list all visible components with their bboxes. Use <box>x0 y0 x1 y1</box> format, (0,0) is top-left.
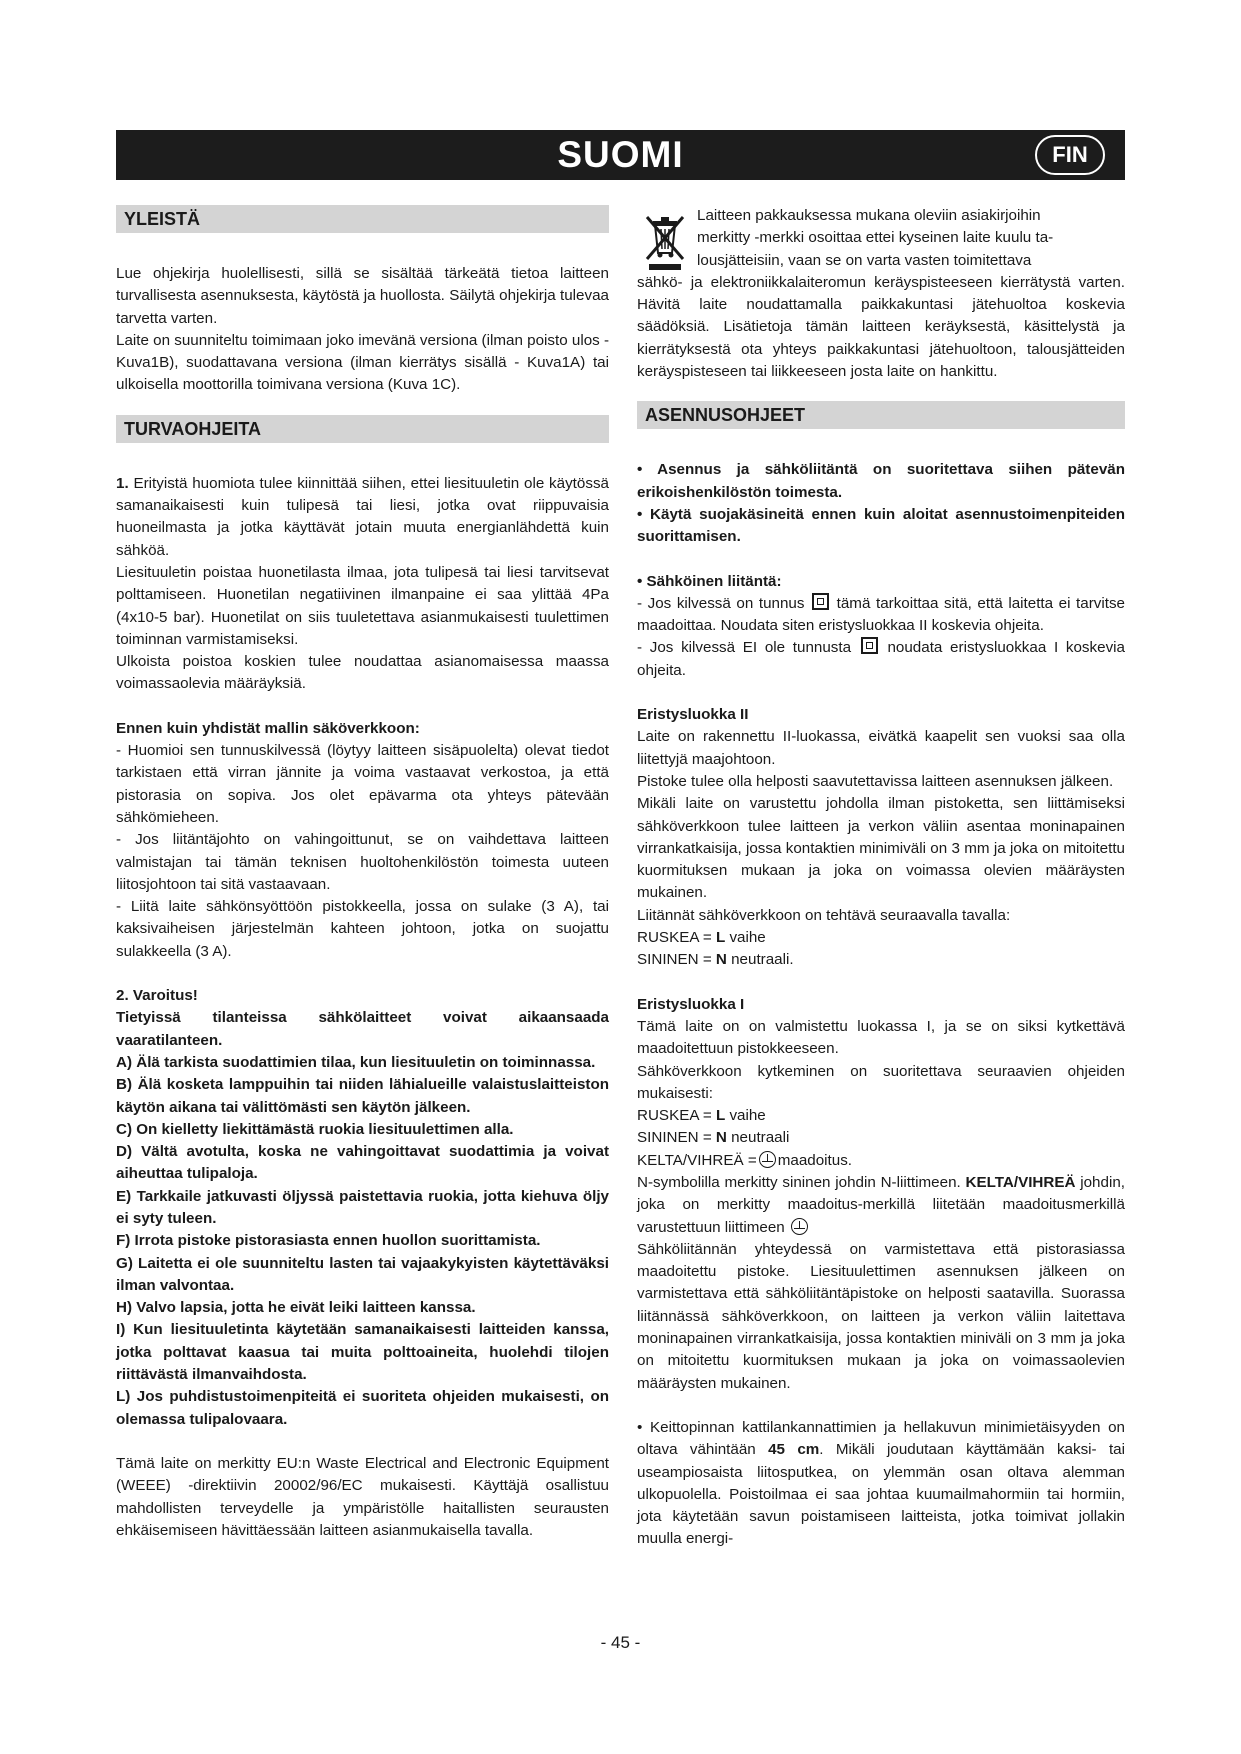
wire-desc: maadoitus. <box>777 1151 853 1169</box>
safety-paragraph <box>116 473 609 562</box>
wire-code: L <box>715 929 726 947</box>
wire-label: RUSKEA = <box>637 1107 716 1125</box>
double-insulation-icon <box>861 637 878 654</box>
electric-text: - Jos kilvessä on tunnus <box>637 594 805 612</box>
n-symbol-bold: KELTA/VIHREÄ <box>965 1173 1076 1191</box>
warning-item: E) Tarkkaile jatkuvasti öljyssä paistettavia ruokia, jotta kiehuva öljy ei syty tuleen. <box>116 1187 609 1227</box>
weee-block <box>637 205 1125 272</box>
safety-paragraph: Ulkoista poistoa koskien tulee noudattaa asianomaisessa maassa voimassaolevia määräyksiä. <box>116 653 609 693</box>
weee-line: lousjätteisiin, vaan se on varta vasten toimitettava <box>697 251 1032 269</box>
left-column <box>116 205 609 1542</box>
before-connect-title: Ennen kuin yhdistät mallin säköverkkoon: <box>116 719 420 737</box>
warning-item: F) Irrota pistoke pistorasiasta ennen huollon suorittamista. <box>116 1232 541 1250</box>
heading-installation: ASENNUSOHJEET <box>637 401 1125 429</box>
class-i-more: Sähköliitännän yhteydessä on varmistettava että pistorasiassa maadoitettu pistoke. Liesituulettimen asennuksen jälkeen on varmistettava että sähköliitäntäpistoke on helposti saatavilla. Suorassa liitännässä sähköverkkoon, on laitteen ja verkon väliin laitettava moninapainen virrankatkaisija, jossa kontaktien miniväli on 3 mm ja joka on mitoitettu kuormituksen mukaan ja joka on voimassaolevien määräysten mukainen. <box>637 1240 1125 1392</box>
earth-ground-icon <box>759 1151 776 1168</box>
electric-text: noudata eristysluokkaa I koskevia ohjeita. <box>637 639 1125 679</box>
earth-ground-icon <box>791 1218 808 1235</box>
install-bullet: • Asennus ja sähköliitäntä on suoritettava siihen pätevän erikoishenkilöstön toimesta. <box>637 461 1125 501</box>
class-i-title: Eristysluokka I <box>637 995 745 1013</box>
min-distance-paragraph <box>637 1417 1125 1551</box>
class-i-paragraph: Sähköverkkoon kytkeminen on suoritettava seuraavien ohjeiden mukaisesti: <box>637 1062 1125 1102</box>
before-connect-item: - Jos liitäntäjohto on vahingoittunut, se on vaihdettava laitteen valmistajan tai tämän teknisen huoltohenkilöstön toimesta uuteen liitosjohtoon tai sitä vastaavaan. <box>116 831 609 893</box>
wire-brown <box>637 1105 1125 1127</box>
n-symbol-text: N-symbolilla merkitty sininen johdin N-liittimeen. <box>637 1173 966 1191</box>
wire-label: SININEN = <box>637 951 716 969</box>
warning-item: A) Älä tarkista suodattimien tilaa, kun liesituuletin on toiminnassa. <box>116 1053 596 1071</box>
warning-item: G) Laitetta ei ole suunniteltu lasten tai vajaakykyisten käytettäväksi ilman valvontaa. <box>116 1254 609 1294</box>
wire-label: KELTA/VIHREÄ = <box>637 1151 757 1169</box>
class-ii-paragraph: Pistoke tulee olla helposti saavutettavissa laitteen asennuksen jälkeen. <box>637 772 1114 790</box>
warning-item: H) Valvo lapsia, jotta he eivät leiki laitteen kanssa. <box>116 1299 476 1317</box>
class-ii-paragraph: Mikäli laite on varustettu johdolla ilman pistoketta, sen liittämiseksi sähköverkkoon tulee laitteen ja verkon väliin asentaa moninapainen virrankatkaisija, jossa kontaktien minimiväli on 3 mm ja joka on mitoitettu kuormituksen mukaan ja joka on voimassa olevien määräysten mukainen. <box>637 795 1125 902</box>
distance-value: 45 cm <box>768 1441 820 1459</box>
banner-title: SUOMI <box>557 134 684 175</box>
n-symbol-paragraph <box>637 1172 1125 1239</box>
warning-item: D) Vältä avotulta, koska ne vahingoittavat suodattimia ja voivat aiheuttaa tulipaloja. <box>116 1143 609 1183</box>
distance-text: . Mikäli joudutaan käyttämään kaksi- tai useampiosaista liitosputkea, on ylemmän osan oltava alemman ulkopuolella. Poistoilmaa ei saa johtaa kuumailmahormiin tai hormiin, jota käytetään savun poistamiseen laitteista, jotka toimivat jollakin muulla energi- <box>637 1441 1125 1548</box>
electric-text: tämä tarkoittaa sitä, että laitetta ei tarvitse maadoittaa. Noudata siten eristysluokkaa II koskevia ohjeita. <box>637 594 1125 635</box>
warning-item: L) Jos puhdistustoimenpiteitä ei suoriteta ohjeiden mukaisesti, on olemassa tulipalovaara. <box>116 1388 609 1428</box>
wire-code: L <box>715 1107 726 1125</box>
wire-label: SININEN = <box>637 1129 716 1147</box>
safety-text: Erityistä huomiota tulee kiinnittää siihen, ettei liesituuletin ole käytössä samanaikaisesti kuin tulipesä tai liesi, jotka ovat riippuvaisia huoneilmasta ja jotka käyttävät jotain muuta energianlähdettä kuin sähköä. <box>116 474 609 559</box>
wire-blue <box>637 949 1125 971</box>
wire-yellow-green <box>637 1150 1125 1172</box>
electric-item <box>637 637 1125 682</box>
warning-item: Tietyissä tilanteissa sähkölaitteet voivat aikaansaada vaaratilanteen. <box>116 1009 609 1049</box>
intro-paragraph: Lue ohjekirja huolellisesti, sillä se sisältää tärkeätä tietoa laitteen turvallisesta asennuksesta, käytöstä ja huollosta. Säilytä ohjekirja tulevaa tarvetta varten. <box>116 265 609 327</box>
weee-paragraph: Tämä laite on merkitty EU:n Waste Electrical and Electronic Equipment (WEEE) -direktiivin 20002/96/EC mukaisesti. Käyttäjä osallistuu mahdollisten terveydelle ja ympäristölle haitallisten seurausten ehkäisemiseen hävittäessään laitteen asianmukaisella tavalla. <box>116 1454 609 1539</box>
double-insulation-icon <box>812 593 829 610</box>
language-banner <box>116 130 1125 180</box>
wire-code: N <box>715 951 727 969</box>
language-badge: FIN <box>1035 135 1105 175</box>
warning-item: B) Älä kosketa lamppuihin tai niiden lähialueille valaistuslaitteiston käytön aikana tai välittömästi sen käytön jälkeen. <box>116 1076 609 1116</box>
wire-label: RUSKEA = <box>637 929 716 947</box>
wire-desc: neutraali <box>726 1129 790 1147</box>
right-column <box>637 205 1125 1551</box>
wire-blue <box>637 1127 1125 1149</box>
electric-title: • Sähköinen liitäntä: <box>637 572 782 590</box>
before-connect-item: - Liitä laite sähkönsyöttöön pistokkeella, jossa on sulake (3 A), tai kaksivaiheisen järjestelmän kahteen johtoon, jotka on suojattu sulakkeella (3 A). <box>116 898 609 960</box>
weee-line: merkitty -merkki osoittaa ettei kyseinen laite kuulu ta- <box>697 229 1054 247</box>
wire-desc: vaihe <box>725 929 766 947</box>
wire-desc: neutraali. <box>726 951 794 969</box>
class-ii-title: Eristysluokka II <box>637 706 749 724</box>
warning-item: C) On kielletty liekittämästä ruokia liesituulettimen alla. <box>116 1120 514 1138</box>
distance-text: • Keittopinnan kattilankannattimien ja hellakuvun minimietäisyyden on oltava vähintään <box>637 1418 1125 1459</box>
wire-brown <box>637 927 1125 949</box>
safety-paragraph: Liesituuletin poistaa huonetilasta ilmaa, jota tulipesä tai liesi tarvitsevat polttamiseen. Huonetilan negatiivinen ilmanpaine ei saa ylittää 4Pa (4x10-5 bar). Huonetilat on siis tuuletettava asianmukaisesti tuulettimen toiminnan varmistamiseksi. <box>116 563 609 648</box>
n-symbol-text: johdin, joka on merkitty maadoitus-merkillä liitetään maadoitusmerkillä varustettuun liittimeen <box>637 1173 1125 1236</box>
heading-safety: TURVAOHJEITA <box>116 415 609 443</box>
warning-item: 2. Varoitus! <box>116 987 198 1005</box>
weee-line: Laitteen pakkauksessa mukana oleviin asiakirjoihin <box>697 207 1041 224</box>
install-bullet: • Käytä suojakäsineitä ennen kuin aloitat asennustoimenpiteiden suorittamisen. <box>637 505 1125 546</box>
electric-text: - Jos kilvessä EI ole tunnusta <box>637 639 852 657</box>
weee-paragraph-right: sähkö- ja elektroniikkalaiteromun keräyspisteeseen kierrätystä varten. Hävitä laite noudattamalla paikkakuntasi jätehuoltoa koskevia säädöksiä. Lisätietoja tämän laitteen keräyksestä, käsittelystä ja kierrätyksestä ota yhteys paikkakuntasi jätehuoltoon, talousjätteiden keräyspisteseen tai liikkeeseen josta laite on hankittu. <box>637 273 1125 381</box>
class-i-paragraph: Tämä laite on on valmistettu luokassa I, ja se on siksi kytkettävä maadoitettuun pistokkeeseen. <box>637 1017 1125 1058</box>
warning-item: I) Kun liesituuletinta käytetään samanaikaisesti laitteiden kanssa, jotka polttavat kaasua tai muita polttoaineita, huolehdi tilojen riittävästä ilmanvaihdosta. <box>116 1321 609 1384</box>
heading-general: YLEISTÄ <box>116 205 609 233</box>
class-ii-paragraph: Liitännät sähköverkkoon on tehtävä seuraavalla tavalla: <box>637 906 1011 924</box>
crossed-bin-icon <box>641 209 689 271</box>
safety-number: 1. <box>116 474 129 492</box>
page-number: - 45 - <box>600 1633 641 1652</box>
wire-desc: vaihe <box>725 1107 766 1125</box>
intro-paragraph: Laite on suunniteltu toimimaan joko imevänä versiona (ilman poisto ulos - Kuva1B), suodattavana versiona (ilman kierrätys sisällä - Kuva1A) tai ulkoisella moottorilla toimivana versiona (Kuva 1C). <box>116 331 610 394</box>
electric-item <box>637 593 1125 638</box>
wire-code: N <box>715 1129 727 1147</box>
before-connect-item: - Huomioi sen tunnuskilvessä (löytyy laitteen sisäpuolelta) olevat tiedot tarkistaen että virran jännite ja voima vastaavat verkostoa, ja että pistorasia on sopiva. Jos olet epävarma ota yhteys pätevään sähkömieheen. <box>116 742 609 826</box>
class-ii-paragraph: Laite on rakennettu II-luokassa, eivätkä kaapelit sen vuoksi saa olla liitettyjä maajohtoon. <box>637 728 1125 768</box>
